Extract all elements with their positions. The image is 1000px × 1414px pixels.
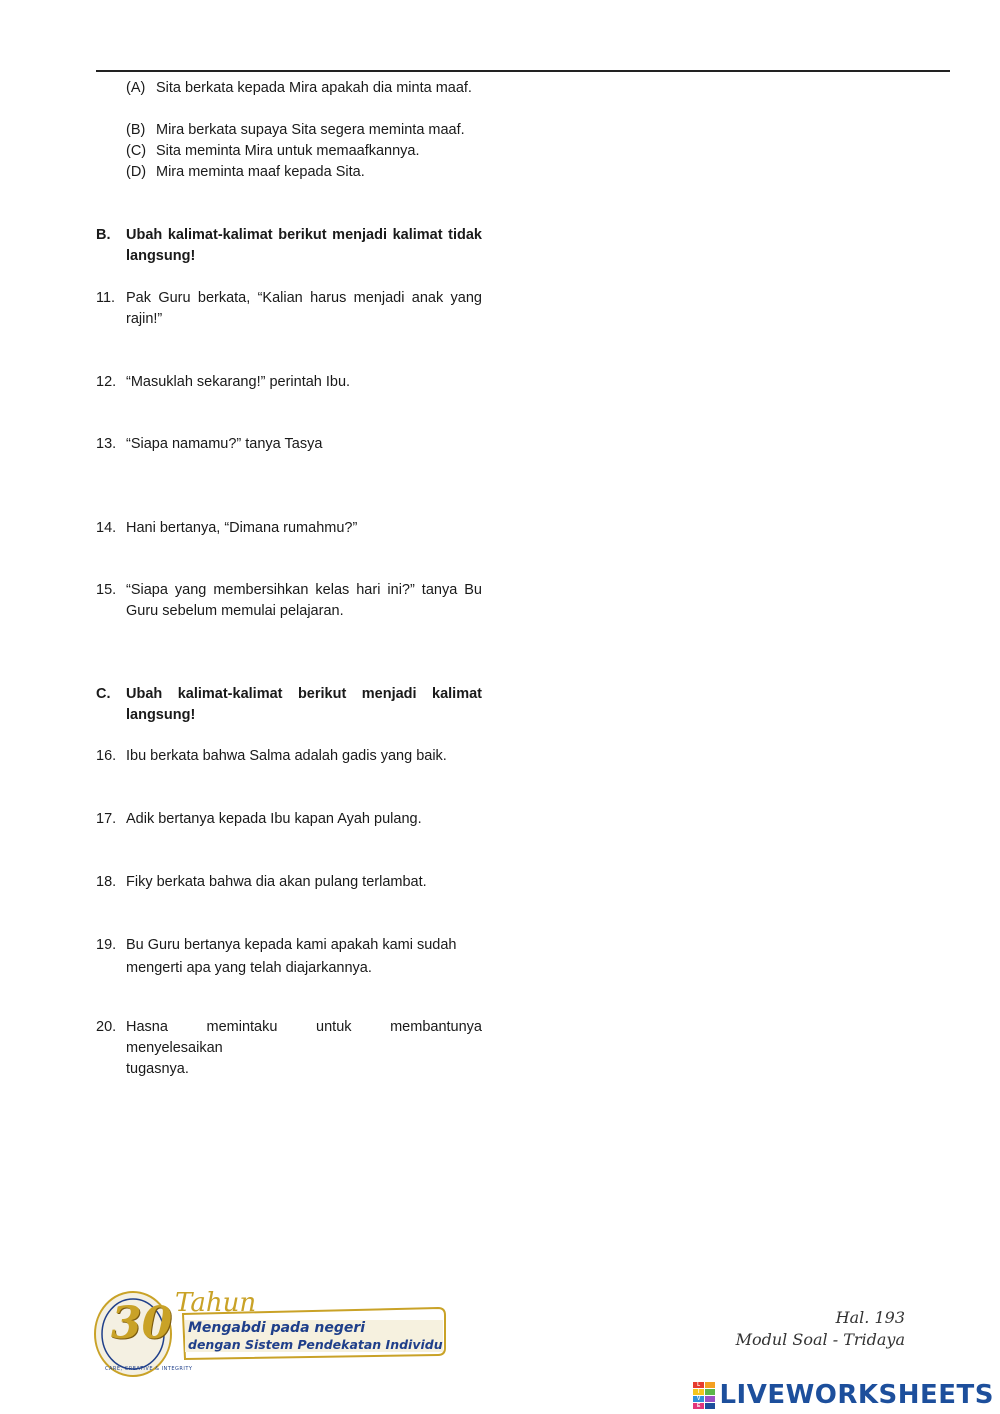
liveworksheets-icon: L I V E [693,1382,715,1408]
question-number: 14. [96,520,117,536]
question-number: 16. [96,748,117,764]
question-text: Pak Guru berkata, “Kalian harus menjadi anak yang rajin!” [126,290,482,327]
logo-word: Tahun [175,1288,257,1318]
logo-line-1: Mengabdi pada negeri [188,1320,366,1336]
option-text: Sita berkata kepada Mira apakah dia minta maaf. [156,80,472,96]
module-name: Modul Soal - Tridaya [735,1330,905,1349]
option-text: Mira berkata supaya Sita segera meminta maaf. [156,122,465,138]
question-number: 17. [96,811,117,827]
question-number: 13. [96,436,117,452]
logo-small-text: CARE, CREATIVE & INTEGRITY [105,1366,193,1372]
anniversary-30-logo [93,1284,453,1380]
option-label: (D) [126,164,147,180]
page-number: Hal. 193 [835,1308,905,1327]
option-label: (B) [126,122,146,138]
question-text-line: menyelesaikan [126,1040,223,1056]
question-number: 20. [96,1019,117,1035]
question-text-line: Hasna memintaku untuk membantunya [126,1019,482,1035]
question-text-block [126,1017,482,1080]
section-label: B. [96,227,111,243]
section-label: C. [96,686,111,702]
liveworksheets-watermark[interactable] [693,1380,994,1410]
question-number: 11. [96,290,116,306]
logo-line-2: dengan Sistem Pendekatan Individu [188,1337,443,1352]
question-number: 18. [96,874,117,890]
question-text: Adik bertanya kepada Ibu kapan Ayah pulang. [126,811,422,827]
logo-number: 30 [111,1298,173,1349]
option-text: Mira meminta maaf kepada Sita. [156,164,365,180]
liveworksheets-text: LIVEWORKSHEETS [719,1380,994,1410]
worksheet-column [96,0,482,1100]
question-text: Bu Guru bertanya kepada kami apakah kami sudah mengerti apa yang telah diajarkannya. [126,937,457,976]
option-label: (A) [126,80,146,96]
option-label: (C) [126,143,147,159]
option-text: Sita meminta Mira untuk memaafkannya. [156,143,420,159]
question-text-line: tugasnya. [126,1061,189,1077]
question-text: Ibu berkata bahwa Salma adalah gadis yang baik. [126,748,447,764]
page-footer [736,1307,905,1351]
question-text: Hani bertanya, “Dimana rumahmu?” [126,520,358,536]
question-text: “Masuklah sekarang!” perintah Ibu. [126,374,351,390]
question-text: “Siapa yang membersihkan kelas hari ini?” tanya Bu Guru sebelum memulai pelajaran. [126,582,482,619]
question-number: 12. [96,374,117,390]
question-text: “Siapa namamu?” tanya Tasya [126,436,323,452]
section-title: Ubah kalimat-kalimat berikut menjadi kalimat tidak langsung! [126,227,482,264]
question-text: Fiky berkata bahwa dia akan pulang terlambat. [126,874,427,890]
question-number: 15. [96,582,117,598]
question-number: 19. [96,937,117,953]
section-title: Ubah kalimat-kalimat berikut menjadi kalimat langsung! [126,686,482,723]
